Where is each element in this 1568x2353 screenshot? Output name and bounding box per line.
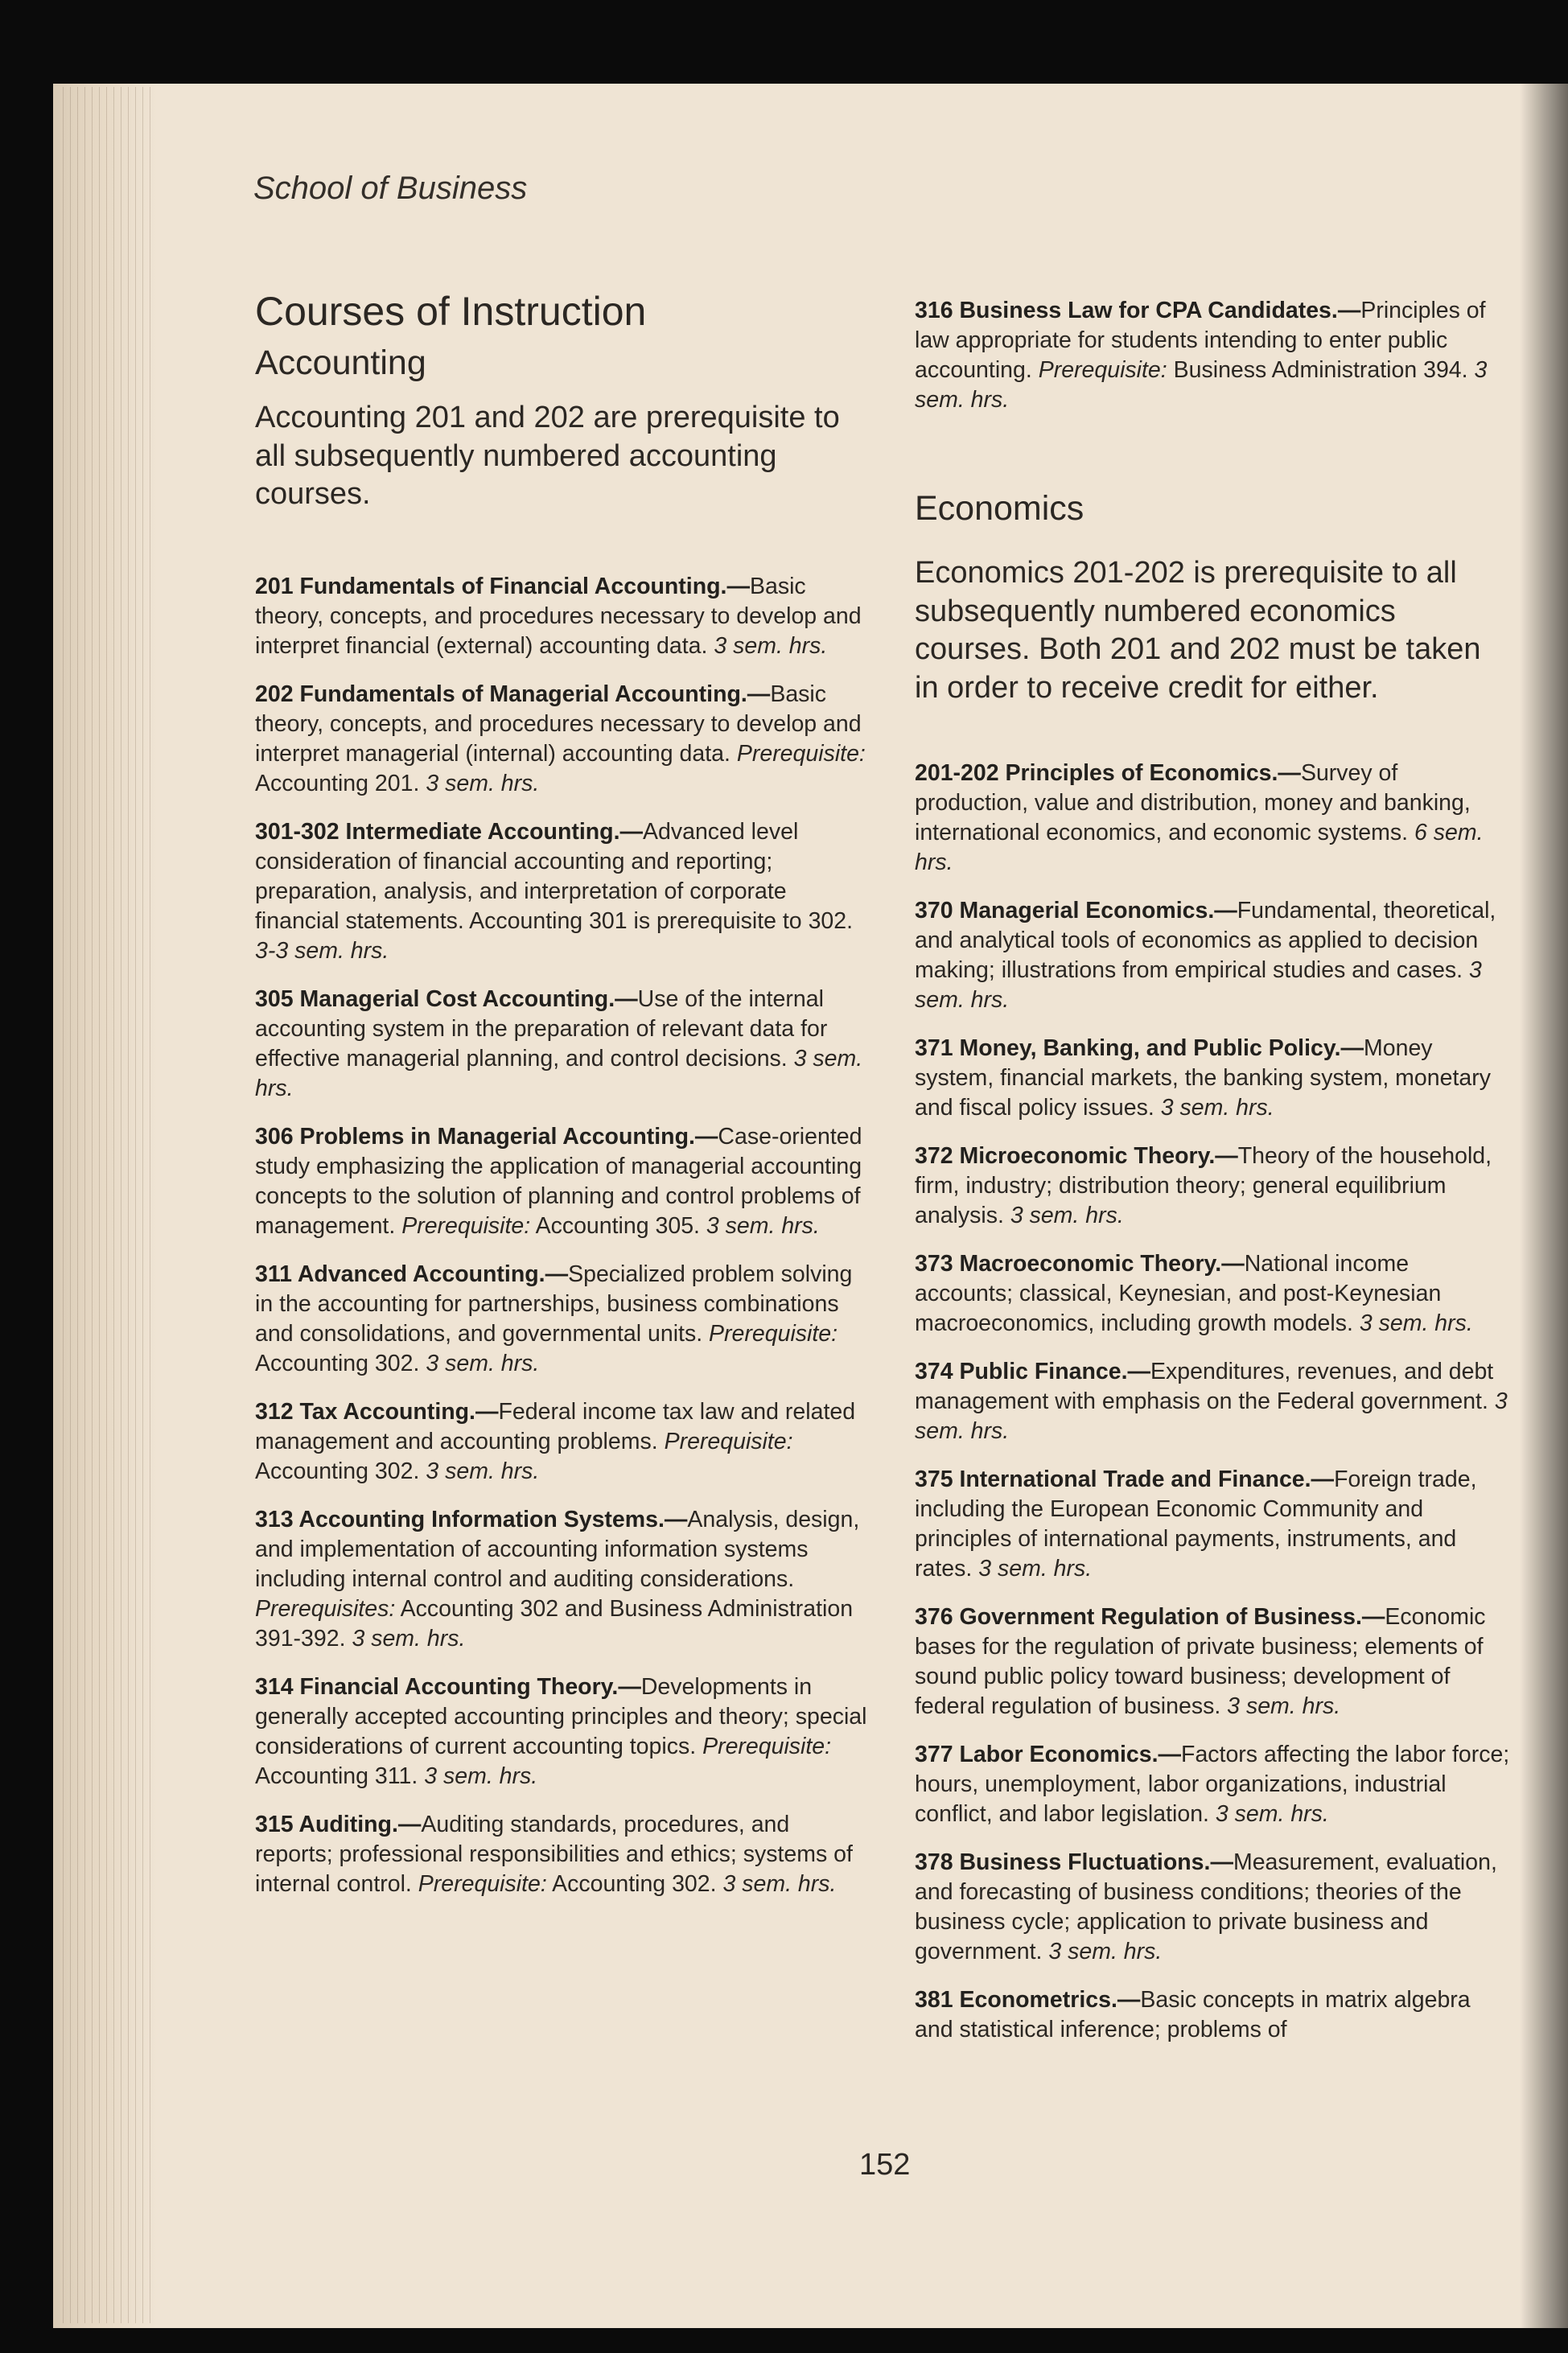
course-title: 381 Econometrics.— — [915, 1987, 1141, 2013]
course-prerequisite: Accounting 305. — [535, 1212, 700, 1239]
section-heading-accounting: Accounting — [255, 343, 426, 382]
course-title: 315 Auditing.— — [255, 1811, 422, 1837]
course-title: 201-202 Principles of Economics.— — [915, 760, 1301, 786]
course-title: 376 Government Regulation of Business.— — [915, 1604, 1385, 1630]
left-column — [255, 290, 868, 1918]
course-description: Auditing standards, procedures, and reports; professional responsibilities and ethics; systems of internal control. — [255, 1811, 853, 1897]
course-entry — [915, 1249, 1510, 1339]
course-title: 301-302 Intermediate Accounting.— — [255, 818, 643, 845]
course-hours: 3 sem. hrs. — [255, 1045, 863, 1101]
right-column — [915, 296, 1510, 2063]
course-entry — [915, 1740, 1510, 1829]
course-prerequisite-label: Prerequisite: — [709, 1320, 838, 1347]
course-prerequisite: Accounting 311. — [255, 1763, 418, 1789]
course-title: 374 Public Finance.— — [915, 1359, 1151, 1384]
course-description: Economic bases for the regulation of private business; elements of sound public policy toward business; development of federal regulation of business. — [915, 1604, 1486, 1719]
course-hours: 3 sem. hrs. — [1048, 1939, 1163, 1964]
course-description: Theory of the household, firm, industry; distribution theory; general equilibrium analysis. — [915, 1143, 1492, 1228]
course-entry — [255, 572, 868, 661]
course-description: Basic theory, concepts, and procedures necessary to develop and interpret financial (external) accounting data. — [255, 573, 862, 659]
section-heading-economics: Economics — [915, 489, 1084, 528]
course-entry — [915, 1142, 1510, 1231]
course-title: 373 Macroeconomic Theory.— — [915, 1251, 1245, 1277]
course-description: Measurement, evaluation, and forecasting of business conditions; theories of the business cycle; application to private business and government. — [915, 1849, 1497, 1964]
course-title: 202 Fundamentals of Managerial Accounting.— — [255, 681, 771, 707]
course-prerequisite: Business Administration 394. — [1173, 357, 1468, 383]
course-prerequisite: Accounting 201. — [255, 770, 420, 796]
course-title: 375 International Trade and Finance.— — [915, 1467, 1335, 1492]
course-description: Factors affecting the labor force; hours, unemployment, labor organizations, industrial conflict, and labor legislation. — [915, 1742, 1510, 1827]
course-entry — [915, 1034, 1510, 1123]
course-entry — [255, 1672, 868, 1791]
page-stack-lines — [63, 87, 151, 2323]
course-title: 370 Managerial Economics.— — [915, 898, 1237, 924]
course-entry — [255, 1260, 868, 1379]
section-intro-accounting: Accounting 201 and 202 are prerequisite to all subsequently numbered accounting courses. — [255, 401, 840, 511]
course-hours: 3 sem. hrs. — [426, 770, 540, 796]
course-title: 378 Business Fluctuations.— — [915, 1849, 1233, 1875]
course-description: Basic theory, concepts, and procedures necessary to develop and interpret managerial (internal) accounting data. — [255, 681, 862, 767]
course-entry — [915, 1848, 1510, 1967]
course-hours: 3 sem. hrs. — [714, 632, 828, 659]
course-title: 371 Money, Banking, and Public Policy.— — [915, 1035, 1364, 1061]
economics-course-list — [915, 759, 1510, 2045]
course-hours: 3 sem. hrs. — [352, 1625, 466, 1652]
course-entry — [915, 896, 1510, 1015]
course-description: National income accounts; classical, Keynesian, and post-Keynesian macroeconomics, including growth models. — [915, 1251, 1442, 1336]
course-prerequisite-label: Prerequisites: — [255, 1595, 396, 1622]
course-hours: 3 sem. hrs. — [1010, 1203, 1124, 1228]
course-description: Money system, financial markets, the banking system, monetary and fiscal policy issues. — [915, 1035, 1491, 1121]
course-prerequisite: Accounting 302. — [552, 1870, 717, 1897]
course-hours: 6 sem. hrs. — [915, 820, 1484, 875]
course-hours: 3 sem. hrs. — [722, 1870, 837, 1897]
course-entry — [255, 1397, 868, 1487]
course-hours: 3 sem. hrs. — [426, 1458, 540, 1484]
course-title: 305 Managerial Cost Accounting.— — [255, 985, 638, 1012]
course-entry — [255, 817, 868, 966]
page-title: Courses of Instruction — [255, 289, 647, 334]
section-intro-economics: Economics 201-202 is prerequisite to all subsequently numbered economics courses. Both 201 and 202 must be taken in order to receive credit for either. — [915, 556, 1481, 705]
course-description: Analysis, design, and implementation of accounting information systems including internal control and auditing considerations. — [255, 1506, 860, 1592]
course-entry — [255, 1505, 868, 1654]
course-hours: 3-3 sem. hrs. — [255, 937, 389, 964]
course-entry — [255, 680, 868, 799]
course-prerequisite-label: Prerequisite: — [1038, 357, 1167, 383]
course-title: 201 Fundamentals of Financial Accounting.— — [255, 573, 750, 599]
gutter-shadow — [1520, 84, 1568, 2328]
course-prerequisite-label: Prerequisite: — [736, 740, 866, 767]
course-title: 316 Business Law for CPA Candidates.— — [915, 298, 1361, 323]
course-title: 372 Microeconomic Theory.— — [915, 1143, 1238, 1169]
course-title: 311 Advanced Accounting.— — [255, 1261, 569, 1287]
course-description: Use of the internal accounting system in the preparation of relevant data for effective managerial planning, and control decisions. — [255, 985, 828, 1072]
course-entry — [915, 1602, 1510, 1722]
course-description: Advanced level consideration of financial accounting and reporting; preparation, analysis, and interpretation of corporate financial statements. Accounting 301 is prerequisite to 302. — [255, 818, 854, 934]
course-prerequisite-label: Prerequisite: — [401, 1212, 531, 1239]
course-description: Developments in generally accepted accounting principles and theory; special considerations of current accounting topics. — [255, 1673, 867, 1759]
course-entry — [915, 296, 1510, 415]
course-hours: 3 sem. hrs. — [424, 1763, 538, 1789]
course-prerequisite-label: Prerequisite: — [664, 1428, 793, 1454]
course-entry — [915, 1465, 1510, 1584]
course-hours: 3 sem. hrs. — [915, 1388, 1508, 1444]
course-description: Federal income tax law and related management and accounting problems. — [255, 1398, 856, 1454]
course-entry — [915, 1357, 1510, 1446]
course-prerequisite: Accounting 302. — [255, 1458, 420, 1484]
course-prerequisite-label: Prerequisite: — [418, 1870, 547, 1897]
course-hours: 3 sem. hrs. — [1160, 1095, 1274, 1121]
course-description: Foreign trade, including the European Economic Community and principles of international payments, instruments, and rates. — [915, 1467, 1477, 1582]
course-prerequisite: Accounting 302. — [255, 1350, 420, 1376]
course-hours: 3 sem. hrs. — [706, 1212, 820, 1239]
running-head: School of Business — [253, 171, 528, 206]
course-prerequisite: Accounting 302 and Business Administration 391-392. — [255, 1595, 854, 1652]
course-entry — [255, 1810, 868, 1899]
course-description: Case-oriented study emphasizing the application of managerial accounting concepts to the solution of planning and control problems of management. — [255, 1123, 862, 1239]
course-title: 377 Labor Economics.— — [915, 1742, 1182, 1767]
page-number: 152 — [859, 2148, 911, 2182]
course-hours: 3 sem. hrs. — [1359, 1310, 1473, 1336]
course-title: 312 Tax Accounting.— — [255, 1398, 499, 1425]
course-entry — [915, 759, 1510, 878]
accounting-course-list — [255, 572, 868, 1899]
course-title: 306 Problems in Managerial Accounting.— — [255, 1123, 718, 1150]
course-prerequisite-label: Prerequisite: — [702, 1733, 832, 1759]
course-description: Survey of production, value and distribution, money and banking, international economics, and economic systems. — [915, 760, 1471, 845]
course-hours: 3 sem. hrs. — [915, 957, 1482, 1013]
continued-course-list — [915, 296, 1510, 415]
course-description: Basic concepts in matrix algebra and statistical inference; problems of — [915, 1987, 1471, 2042]
course-description: Specialized problem solving in the accounting for partnerships, business combinations and consolidations, and governmental units. — [255, 1261, 853, 1347]
course-entry — [255, 985, 868, 1104]
course-title: 313 Accounting Information Systems.— — [255, 1506, 688, 1532]
course-hours: 3 sem. hrs. — [1215, 1801, 1329, 1827]
course-entry — [255, 1122, 868, 1241]
course-description: Principles of law appropriate for students intending to enter public accounting. — [915, 298, 1486, 383]
course-description: Fundamental, theoretical, and analytical tools of economics as applied to decision making; illustrations from empirical studies and cases. — [915, 898, 1496, 983]
course-entry — [915, 1985, 1510, 2045]
course-hours: 3 sem. hrs. — [915, 357, 1488, 413]
course-hours: 3 sem. hrs. — [1227, 1693, 1341, 1719]
course-description: Expenditures, revenues, and debt management with emphasis on the Federal government. — [915, 1359, 1494, 1414]
course-hours: 3 sem. hrs. — [426, 1350, 540, 1376]
course-hours: 3 sem. hrs. — [978, 1556, 1093, 1582]
course-title: 314 Financial Accounting Theory.— — [255, 1673, 641, 1700]
